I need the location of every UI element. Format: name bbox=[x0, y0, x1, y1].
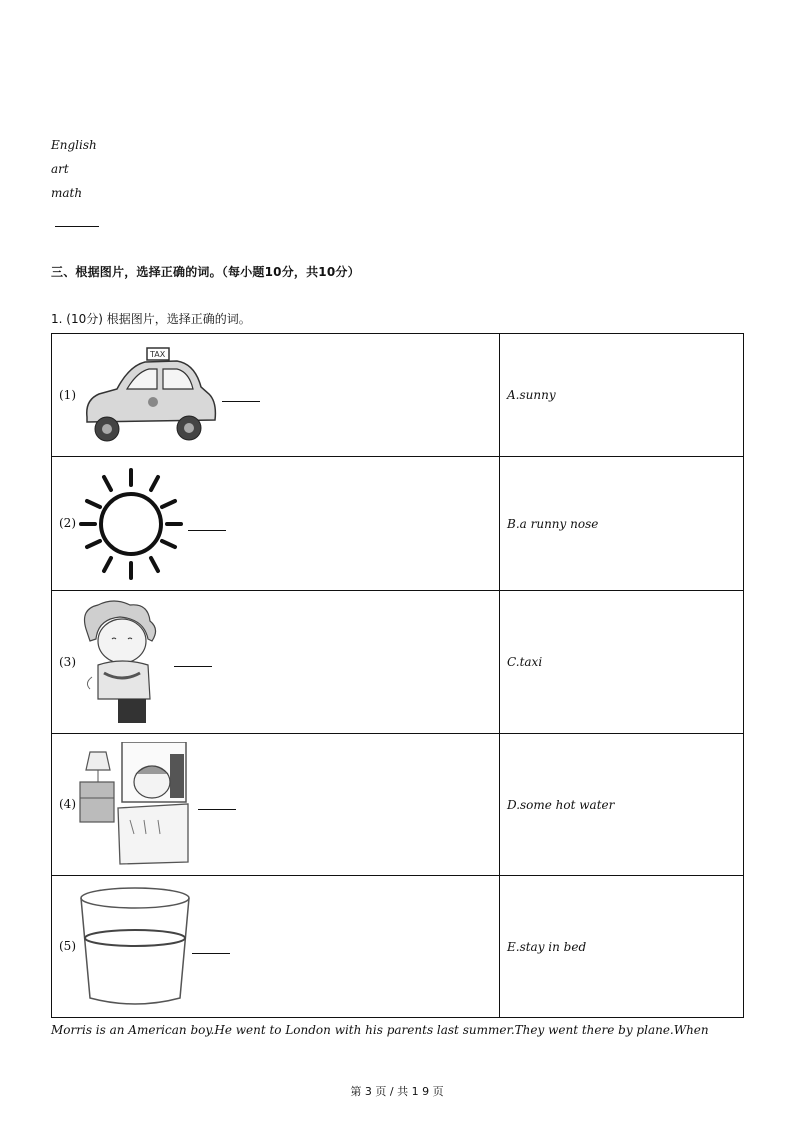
row-number: (2) bbox=[59, 516, 76, 530]
answer-blank[interactable] bbox=[198, 809, 236, 810]
page-footer: 第 3 页 / 共 1 9 页 bbox=[350, 1085, 444, 1098]
row-number: (5) bbox=[59, 939, 76, 953]
cold-boy-icon bbox=[78, 599, 162, 725]
sun-icon bbox=[79, 465, 183, 583]
option-text: B.a runny nose bbox=[507, 516, 599, 531]
option-cell bbox=[500, 457, 744, 591]
option-cell bbox=[500, 734, 744, 876]
row-number: (3) bbox=[59, 655, 76, 669]
option-cell bbox=[500, 876, 744, 1018]
question-stem: 1. (10分) 根据图片，选择正确的词。 bbox=[51, 312, 251, 326]
section-title: 三、根据图片，选择正确的词。（每小题10分，共10分） bbox=[51, 265, 360, 279]
table-row bbox=[52, 334, 744, 457]
row-number: (1) bbox=[59, 388, 76, 402]
table-row bbox=[52, 734, 744, 876]
word-art: art bbox=[51, 162, 69, 176]
glass-of-water-icon bbox=[78, 886, 192, 1008]
table-row bbox=[52, 591, 744, 734]
option-text: C.taxi bbox=[507, 655, 543, 669]
option-text: D.some hot water bbox=[507, 797, 615, 812]
option-cell bbox=[500, 334, 744, 457]
word-math: math bbox=[51, 186, 83, 200]
question-table bbox=[51, 333, 744, 1018]
table-row bbox=[52, 457, 744, 591]
taxi-icon bbox=[77, 342, 217, 446]
svg-text:TAX: TAX bbox=[150, 350, 166, 359]
option-cell bbox=[500, 591, 744, 734]
answer-blank[interactable] bbox=[55, 226, 99, 227]
word-english: English bbox=[51, 138, 97, 152]
passage-line: Morris is an American boy.He went to London with his parents last summer.They went there by plane.When bbox=[51, 1023, 709, 1037]
option-text: A.sunny bbox=[507, 388, 556, 402]
table-row bbox=[52, 876, 744, 1018]
answer-blank[interactable] bbox=[192, 953, 230, 954]
option-text: E.stay in bed bbox=[507, 939, 587, 954]
sick-in-bed-icon bbox=[78, 742, 190, 866]
row-number: (4) bbox=[59, 797, 76, 811]
answer-blank[interactable] bbox=[188, 530, 226, 531]
answer-blank[interactable] bbox=[174, 666, 212, 667]
answer-blank[interactable] bbox=[222, 401, 260, 402]
